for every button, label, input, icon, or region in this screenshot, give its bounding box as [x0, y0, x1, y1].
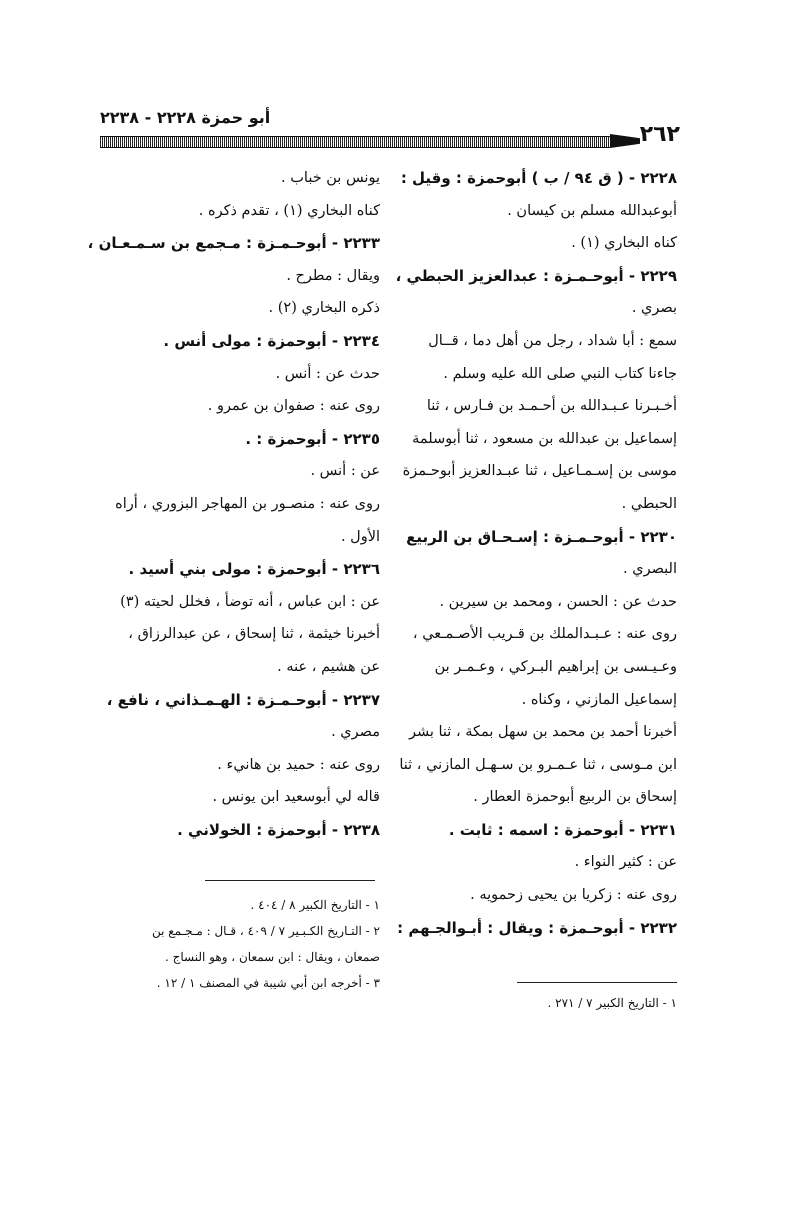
footnote: ٣ - أخرجه ابن أبي شيبة في المصنف ١ / ١٢ .: [156, 976, 380, 990]
text-line: بصري .: [631, 300, 677, 317]
footnote-divider: [517, 982, 677, 983]
footnote-divider: [205, 880, 375, 881]
text-line: كناه البخاري (١) .: [571, 235, 677, 252]
header-rule-ornament: [610, 134, 640, 148]
entry-heading: ٢٢٣٢ - أبوحـمزة : ويقال : أبـوالجـهم :: [397, 918, 677, 937]
text-line: أخـبـرنا عـبـدالله بن أحـمـد بن فـارس ، ثنا: [426, 398, 677, 415]
text-line: ويقال : مطرح .: [286, 267, 380, 284]
text-line: أبوعبدالله مسلم بن كيسان .: [507, 202, 677, 219]
text-line: الحبطي .: [621, 495, 677, 512]
text-line: البصري .: [623, 561, 677, 578]
text-line: حدث عن : الحسن ، ومحمد بن سيرين .: [439, 593, 677, 610]
text-line: الأول .: [340, 528, 380, 545]
text-line: جاءنا كتاب النبي صلى الله عليه وسلم .: [443, 365, 677, 382]
entry-heading: ٢٢٣٦ - أبوحمزة : مولى بني أسيد .: [128, 560, 380, 579]
entry-heading: ٢٢٣٥ - أبوحمزة : .: [245, 429, 380, 448]
text-line: سمع : أبا شداد ، رجل من أهل دما ، قــال: [428, 332, 677, 349]
footnote: ١ - التاريخ الكبير ٧ / ٢٧١ .: [547, 996, 677, 1010]
text-line: يونس بن خباب .: [281, 170, 380, 186]
text-line: عن : كثير النواء .: [574, 854, 677, 871]
text-line: أخبرنا أحمد بن محمد بن سهل بمكة ، ثنا بشر: [408, 724, 677, 741]
page-header: [100, 108, 680, 148]
text-line: إسماعيل المازني ، وكناه .: [521, 691, 677, 708]
entry-heading: ٢٢٣٧ - أبوحـمـزة : الهـمـذاني ، نافع ،: [106, 690, 380, 709]
text-line: روى عنه : عـبـدالملك بن قـريب الأصـمـعي ،: [412, 626, 677, 643]
right-column: [395, 162, 677, 944]
text-line: كناه البخاري (١) ، تقدم ذكره .: [198, 202, 380, 219]
text-line: روى عنه : صفوان بن عمرو .: [207, 398, 380, 415]
text-line: قاله لي أبوسعيد ابن يونس .: [212, 789, 380, 806]
page-number: ٢٦٢: [639, 122, 680, 147]
text-line: مصري .: [331, 724, 380, 741]
footnote: صمعان ، ويقال : ابن سمعان ، وهو النساج .: [165, 950, 380, 964]
running-title: أبو حمزة ٢٢٢٨ - ٢٢٣٨: [100, 108, 271, 127]
text-line: روى عنه : زكريا بن يحيى زحمويه .: [470, 887, 677, 904]
text-line: إسماعيل بن عبدالله بن مسعود ، ثنا أبوسلمة: [412, 430, 677, 447]
entry-heading: ٢٢٣١ - أبوحمزة : اسمه : ثابت .: [448, 820, 677, 839]
text-line: إسحاق بن الربيع أبوحمزة العطار .: [473, 789, 677, 806]
text-line: موسى بن إسـمـاعيل ، ثنا عبـدالعزيز أبوحـمزة: [402, 463, 677, 480]
text-line: ذكره البخاري (٢) .: [268, 300, 380, 317]
text-line: عن : أنس .: [310, 463, 380, 480]
footnotes-left: [120, 892, 380, 996]
footnote: ٢ - التـاريخ الكـبـير ٧ / ٤٠٩ ، قـال : مـجـمع بن: [151, 924, 380, 938]
text-line: وعـيـسى بن إبراهيم البـركي ، وعـمـر بن: [434, 658, 677, 675]
text-line: روى عنه : حميد بن هانيء .: [217, 756, 380, 773]
footnote: ١ - التاريخ الكبير ٨ / ٤٠٤ .: [250, 898, 380, 912]
text-line: أخبرنا خيثمة ، ثنا إسحاق ، عن عبدالرزاق ،: [128, 626, 380, 643]
text-line: روى عنه : منصـور بن المهاجر البزوري ، أراه: [115, 495, 380, 512]
entry-heading: ٢٢٣٣ - أبوحـمـزة : مـجمع بن سـمـعـان ،: [87, 234, 380, 253]
text-line: حدث عن : أنس .: [275, 365, 380, 382]
text-line: عن : ابن عباس ، أنه توضأ ، فخلل لحيته (٣): [120, 593, 380, 610]
entry-heading: ٢٢٢٩ - أبوحـمـزة : عبدالعزيز الحبطي ،: [395, 266, 677, 285]
left-column: [87, 162, 380, 846]
text-line: عن هشيم ، عنه .: [277, 658, 380, 675]
header-rule: [100, 136, 610, 148]
entry-heading: ٢٢٣٤ - أبوحمزة : مولى أنس .: [163, 331, 380, 350]
text-line: ابن مـوسى ، ثنا عـمـرو بن سـهـل المازني ، ثنا: [399, 756, 677, 773]
entry-heading: ٢٢٣٨ - أبوحمزة : الخولاني .: [177, 820, 380, 839]
footnotes-right: [405, 990, 677, 1016]
entry-heading: ٢٢٢٨ - ( ق ٩٤ / ب ) أبوحمزة : وقيل :: [400, 169, 677, 187]
entry-heading: ٢٢٣٠ - أبوحـمـزة : إسـحـاق بن الربيع: [406, 527, 677, 546]
